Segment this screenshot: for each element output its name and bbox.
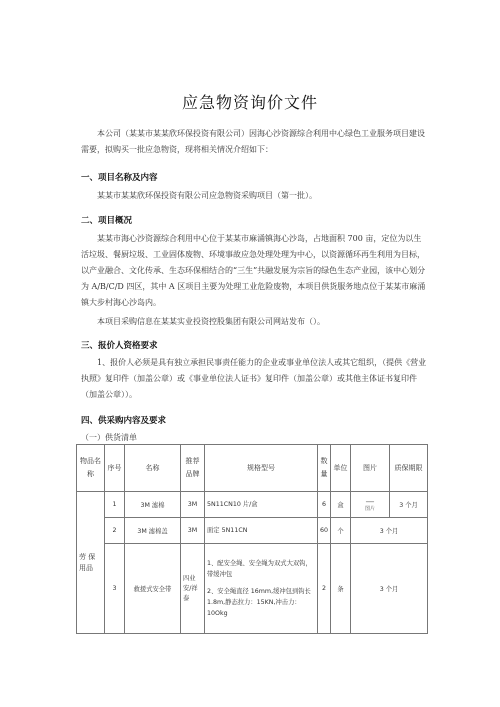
section-1-body: 某某市某某欣环保投资有限公司应急物资采购项目（第一批）。 <box>97 191 317 200</box>
header-warranty: 质保期限 <box>390 445 428 492</box>
product-image-mark: — <box>365 496 375 507</box>
row-name: 3M 滤棉盖 <box>125 518 181 544</box>
row-spec: 5N11CN10 片/盒 <box>205 492 318 518</box>
row-warranty: 3 个月 <box>390 492 428 518</box>
table-row <box>77 544 428 634</box>
header-category: 物品名称 <box>77 445 105 492</box>
supply-list-subheading: （一）供货清单 <box>81 433 137 442</box>
section-2-body: 某某市海心沙资源综合利用中心位于某某市麻涌镇海心沙岛，占地面积 700 亩，定位为以生活垃圾、餐厨垃圾、工业固体废物、环境事故应急处理处理为中心，以资源循环再生利用为目标，以产业融合、文化传承、生态环保相结合的“三生”共融发展为宗旨的绿色生态产业园，该中心划分为 A/B/C/D 四区，其中 A 区项目主要为处理工业危险废物，本项目供货服务地点位于某某市麻涌镇大步村海心沙岛内。 <box>81 234 426 307</box>
row-unit: 条 <box>331 544 351 634</box>
row-seq: 3 <box>105 544 125 634</box>
section-3-body: 1、报价人必须是具有独立承担民事责任能力的企业或事业单位法人或其它组织，（提供《营业执照》复印件（加盖公章）或《事业单位法人证书》复印件（加盖公章）或其他主体证书复印件（加盖公章））。 <box>81 358 427 399</box>
section-2-note: 本项目采购信息在某某实业投资控股集团有限公司网站发布（）。 <box>97 317 325 326</box>
row-seq: 1 <box>105 492 125 518</box>
row-spec-line: 2、安全绳直径 16mm,缓冲包到钩长 1.8m,静态拉力：15KN,冲击力：10Okg <box>207 588 311 617</box>
row-spec-line: 1、配安全绳、安全绳为双式大双钩，带缓冲包 <box>207 560 312 578</box>
product-image <box>351 492 390 518</box>
header-seq: 序号 <box>105 445 125 492</box>
row-warranty: 3 个月 <box>351 518 428 544</box>
product-image-caption: 图片 <box>364 505 375 512</box>
table-row <box>77 518 428 544</box>
row-qty: 60 <box>318 518 331 544</box>
supply-table <box>76 444 428 634</box>
document-title: 应急物资询价文件 <box>181 93 318 112</box>
section-3-heading: 三、报价人资格要求 <box>81 341 158 351</box>
row-warranty: 3 个月 <box>351 544 428 634</box>
table-header-row <box>77 445 428 492</box>
intro-paragraph: 本公司（某某市某某欣环保投资有限公司）因海心沙资源综合利用中心绿色工业服务项目建设需要，拟购买一批应急物资，现将相关情况介绍如下： <box>81 129 425 154</box>
row-spec: 面定 5N11CN <box>205 518 318 544</box>
section-2-heading: 二、项目概况 <box>81 216 133 226</box>
row-spec <box>205 544 318 634</box>
table-row <box>77 492 428 518</box>
header-image: 图片 <box>351 445 390 492</box>
row-name: 救援式安全带 <box>125 544 181 634</box>
row-name: 3M 滤棉 <box>125 492 181 518</box>
header-name: 名称 <box>125 445 181 492</box>
header-unit: 单位 <box>331 445 351 492</box>
row-qty: 2 <box>318 544 331 634</box>
category-cell: 劳 保 用品 <box>77 492 105 634</box>
row-unit: 个 <box>331 518 351 544</box>
row-brand: 3M <box>181 518 205 544</box>
row-unit: 盒 <box>331 492 351 518</box>
section-1-heading: 一、项目名称及内容 <box>81 173 158 183</box>
header-brand: 推荐品牌 <box>181 445 205 492</box>
row-brand: 四业安/祥泰 <box>181 544 205 634</box>
header-qty: 数量 <box>318 445 331 492</box>
row-qty: 6 <box>318 492 331 518</box>
row-brand: 3M <box>181 492 205 518</box>
header-spec: 规格型号 <box>205 445 318 492</box>
section-4-heading: 四、供采购内容及要求 <box>81 416 167 426</box>
row-seq: 2 <box>105 518 125 544</box>
